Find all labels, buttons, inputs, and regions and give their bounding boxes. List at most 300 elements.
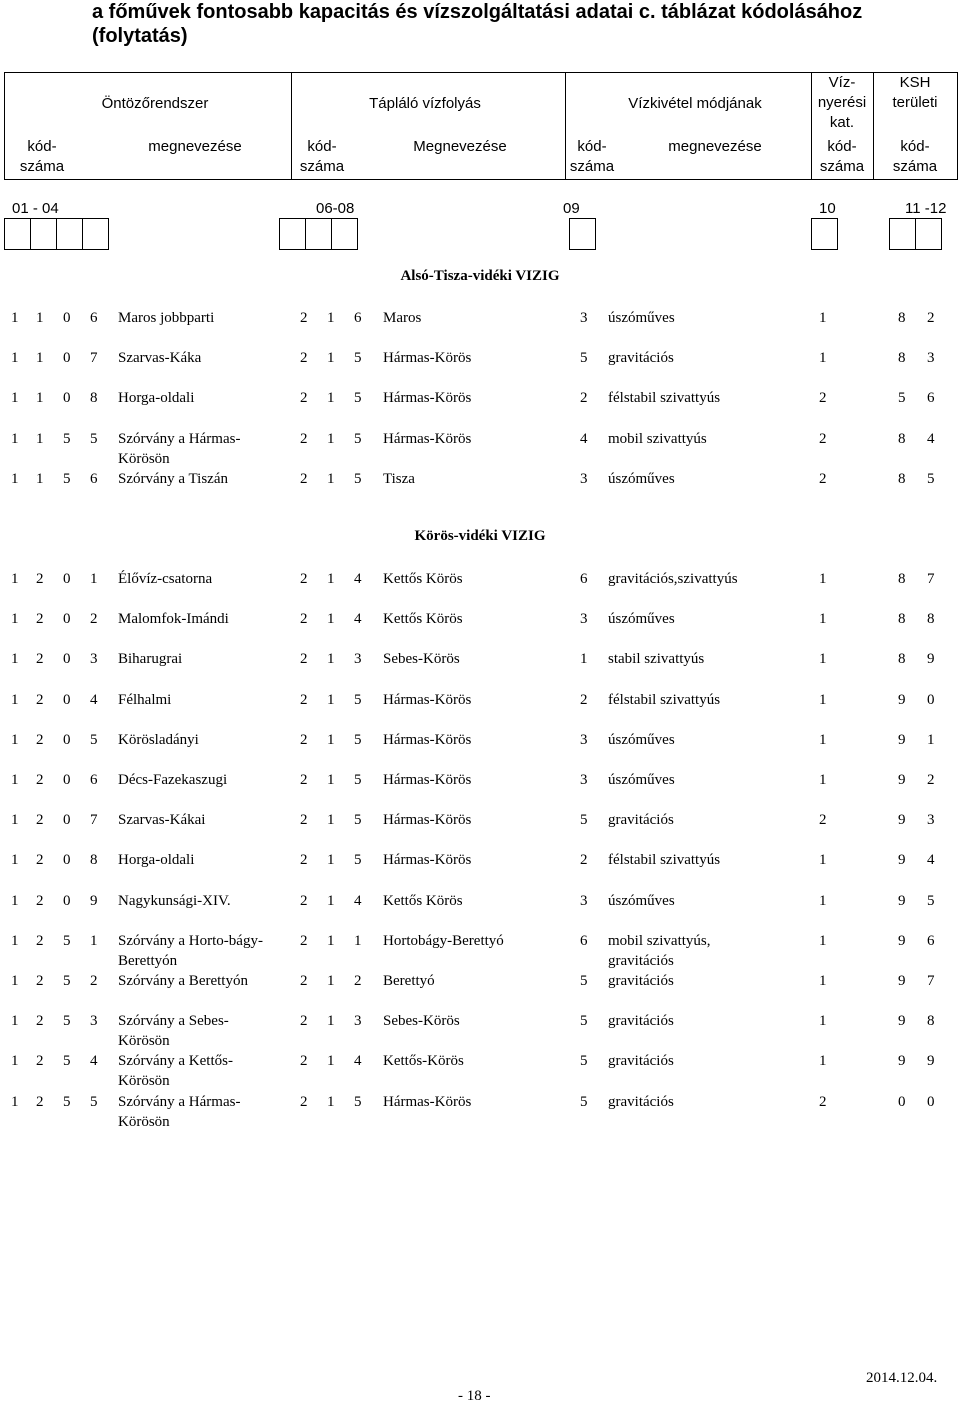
system-code-digit: 3 bbox=[90, 1013, 98, 1030]
intake-mode-code: 3 bbox=[580, 892, 588, 909]
system-code-digit: 1 bbox=[11, 973, 19, 989]
river-code-digit: 1 bbox=[327, 430, 335, 447]
system-code-digit: 1 bbox=[11, 611, 19, 628]
river-code-digit: 4 bbox=[354, 611, 362, 628]
river-code-digit: 1 bbox=[327, 390, 335, 407]
river-code-digit: 2 bbox=[300, 350, 308, 367]
system-code-digit: 1 bbox=[36, 470, 44, 487]
water-category-code: 1 bbox=[819, 691, 827, 708]
river-code-digit: 2 bbox=[300, 310, 308, 326]
system-code-digit: 2 bbox=[36, 571, 44, 587]
position-label: 09 bbox=[563, 200, 580, 217]
system-code-digit: 0 bbox=[63, 651, 71, 668]
system-code-digit: 2 bbox=[90, 973, 98, 989]
intake-mode-code: 2 bbox=[580, 852, 588, 869]
table-row bbox=[0, 810, 960, 850]
intake-mode-code: 3 bbox=[580, 611, 588, 628]
subheader-szama-line: száma bbox=[819, 158, 865, 175]
river-code-digit: 2 bbox=[300, 852, 308, 869]
river-name: Sebes-Körös bbox=[383, 1013, 460, 1030]
system-name: Nagykunsági-XIV. bbox=[118, 892, 231, 909]
ksh-code-digit: 6 bbox=[927, 932, 935, 949]
system-name: Szórvány a Sebes-Körösön bbox=[118, 1013, 229, 1050]
table-row bbox=[0, 850, 960, 890]
river-name: Hármas-Körös bbox=[383, 852, 472, 869]
system-code-digit: 5 bbox=[63, 430, 71, 447]
intake-mode-name: úszóműves bbox=[608, 772, 675, 788]
system-code-digit: 2 bbox=[36, 772, 44, 788]
system-code-digit: 0 bbox=[63, 611, 71, 628]
table-row bbox=[0, 429, 960, 469]
system-name: Szórvány a Tiszán bbox=[118, 470, 228, 487]
code-box[interactable] bbox=[331, 218, 358, 250]
header-vizkivetel-modja: Vízkivétel módjának bbox=[628, 95, 762, 112]
system-code-digit: 1 bbox=[11, 470, 19, 487]
river-code-digit: 5 bbox=[354, 430, 362, 447]
system-code-digit: 5 bbox=[90, 430, 98, 447]
system-code-digit: 5 bbox=[63, 973, 71, 989]
river-code-digit: 3 bbox=[354, 651, 362, 668]
intake-mode-name: félstabil szivattyús bbox=[608, 390, 721, 407]
river-code-digit: 1 bbox=[327, 350, 335, 367]
intake-mode-name: gravitációs bbox=[608, 812, 674, 829]
river-code-digit: 1 bbox=[327, 973, 335, 989]
water-category-code: 1 bbox=[819, 350, 827, 367]
system-name: Szarvas-Káka bbox=[118, 350, 202, 367]
system-code-digit: 7 bbox=[90, 350, 98, 367]
system-code-digit: 0 bbox=[63, 852, 71, 869]
river-code-digit: 5 bbox=[354, 470, 362, 487]
ksh-code-digit: 9 bbox=[898, 1053, 906, 1070]
river-code-digit: 1 bbox=[327, 1013, 335, 1030]
subheader-kod-szama bbox=[875, 137, 955, 177]
subheader-Megnevezese: Megnevezése bbox=[413, 138, 507, 155]
ksh-code-digit: 9 bbox=[898, 731, 906, 748]
river-code-digit: 1 bbox=[327, 731, 335, 748]
ksh-code-digit: 2 bbox=[927, 772, 935, 788]
subheader-kod-line: kód- bbox=[577, 138, 607, 155]
system-code-digit: 1 bbox=[11, 852, 19, 869]
code-box[interactable] bbox=[4, 218, 31, 250]
code-box[interactable] bbox=[82, 218, 109, 250]
table-row bbox=[0, 690, 960, 730]
ksh-code-digit: 5 bbox=[927, 470, 935, 487]
system-code-digit: 2 bbox=[36, 973, 44, 989]
system-name: Horga-oldali bbox=[118, 852, 195, 869]
subheader-szama-line: száma bbox=[19, 158, 65, 175]
system-code-digit: 1 bbox=[11, 892, 19, 909]
position-label: 10 bbox=[819, 200, 836, 217]
system-code-digit: 1 bbox=[90, 571, 98, 587]
system-code-digit: 4 bbox=[90, 1053, 98, 1070]
system-name: Szórvány a Hármas-Körösön bbox=[118, 430, 241, 467]
intake-mode-name: úszóműves bbox=[608, 310, 675, 326]
river-name: Kettős Körös bbox=[383, 892, 463, 909]
water-category-code: 1 bbox=[819, 310, 827, 326]
document-title bbox=[92, 0, 892, 48]
river-code-digit: 2 bbox=[300, 973, 308, 989]
table-row bbox=[0, 971, 960, 1011]
intake-mode-code: 1 bbox=[580, 651, 588, 668]
document-date: 2014.12.04. bbox=[866, 1370, 938, 1386]
system-code-digit: 1 bbox=[11, 1093, 19, 1110]
table-row bbox=[0, 770, 960, 810]
code-boxes-ksh bbox=[889, 218, 941, 248]
table-row bbox=[0, 609, 960, 649]
subheader-kod-line: kód- bbox=[27, 138, 57, 155]
water-category-code: 1 bbox=[819, 1053, 827, 1070]
system-code-digit: 1 bbox=[36, 390, 44, 407]
river-code-digit: 2 bbox=[300, 611, 308, 628]
system-name: Biharugrai bbox=[118, 651, 183, 668]
system-code-digit: 0 bbox=[63, 772, 71, 788]
river-name: Kettős-Körös bbox=[383, 1053, 464, 1070]
river-code-digit: 5 bbox=[354, 691, 362, 708]
header-ksh-line: KSH bbox=[899, 74, 931, 91]
system-code-digit: 3 bbox=[90, 651, 98, 668]
intake-mode-name: stabil szivattyús bbox=[608, 651, 705, 668]
river-name: Hármas-Körös bbox=[383, 390, 472, 407]
intake-mode-name: mobil szivattyús bbox=[608, 430, 707, 447]
river-code-digit: 2 bbox=[300, 390, 308, 407]
intake-mode-name: mobil szivattyús, gravitációs bbox=[608, 932, 711, 969]
system-code-digit: 5 bbox=[63, 1093, 71, 1110]
system-code-digit: 1 bbox=[90, 932, 98, 949]
subheader-kod-szama bbox=[567, 137, 617, 177]
ksh-code-digit: 8 bbox=[898, 651, 906, 668]
system-code-digit: 0 bbox=[63, 691, 71, 708]
river-code-digit: 1 bbox=[327, 470, 335, 487]
table-row bbox=[0, 569, 960, 609]
river-code-digit: 2 bbox=[300, 731, 308, 748]
ksh-code-digit: 8 bbox=[898, 470, 906, 487]
page-number: - 18 - bbox=[458, 1388, 491, 1404]
table-row bbox=[0, 1092, 960, 1132]
system-code-digit: 1 bbox=[36, 310, 44, 326]
system-code-digit: 5 bbox=[63, 470, 71, 487]
system-name: Szórvány a Hármas-Körösön bbox=[118, 1093, 241, 1130]
system-code-digit: 1 bbox=[11, 1053, 19, 1070]
system-code-digit: 1 bbox=[11, 932, 19, 949]
river-code-digit: 4 bbox=[354, 571, 362, 587]
ksh-code-digit: 5 bbox=[927, 892, 935, 909]
system-code-digit: 1 bbox=[11, 772, 19, 788]
intake-mode-name: úszóműves bbox=[608, 892, 675, 909]
water-category-code: 1 bbox=[819, 731, 827, 748]
table-row bbox=[0, 348, 960, 388]
ksh-code-digit: 8 bbox=[927, 1013, 935, 1030]
code-box[interactable] bbox=[915, 218, 942, 250]
river-code-digit: 4 bbox=[354, 892, 362, 909]
code-box[interactable] bbox=[811, 218, 838, 250]
system-code-digit: 8 bbox=[90, 852, 98, 869]
intake-mode-code: 4 bbox=[580, 430, 588, 447]
system-code-digit: 2 bbox=[36, 1053, 44, 1070]
system-code-digit: 2 bbox=[36, 1013, 44, 1030]
system-name: Décs-Fazekaszugi bbox=[118, 772, 228, 788]
system-code-digit: 0 bbox=[63, 731, 71, 748]
river-code-digit: 1 bbox=[327, 852, 335, 869]
code-boxes-vizkivetel bbox=[569, 218, 595, 248]
system-code-digit: 1 bbox=[11, 310, 19, 326]
header-viznyeresi-line: nyerési bbox=[817, 94, 867, 111]
system-code-digit: 1 bbox=[11, 390, 19, 407]
river-code-digit: 1 bbox=[354, 932, 362, 949]
section-title: Körös-vidéki VIZIG bbox=[414, 528, 546, 544]
water-category-code: 1 bbox=[819, 1013, 827, 1030]
code-box[interactable] bbox=[889, 218, 916, 250]
header-divider bbox=[565, 73, 566, 179]
intake-mode-code: 2 bbox=[580, 390, 588, 407]
ksh-code-digit: 9 bbox=[898, 892, 906, 909]
system-code-digit: 6 bbox=[90, 470, 98, 487]
river-code-digit: 3 bbox=[354, 1013, 362, 1030]
ksh-code-digit: 1 bbox=[927, 731, 935, 748]
water-category-code: 1 bbox=[819, 772, 827, 788]
code-box[interactable] bbox=[305, 218, 332, 250]
intake-mode-code: 3 bbox=[580, 731, 588, 748]
subheader-kod-line: kód- bbox=[307, 138, 337, 155]
system-name: Élővíz-csatorna bbox=[118, 571, 213, 587]
ksh-code-digit: 4 bbox=[927, 852, 935, 869]
table-row bbox=[0, 469, 960, 509]
river-name: Hármas-Körös bbox=[383, 691, 472, 708]
system-code-digit: 0 bbox=[63, 812, 71, 829]
ksh-code-digit: 8 bbox=[898, 611, 906, 628]
river-name: Hármas-Körös bbox=[383, 1093, 472, 1110]
river-name: Kettős Körös bbox=[383, 571, 463, 587]
subheader-kod-szama bbox=[297, 137, 347, 177]
system-code-digit: 5 bbox=[63, 1013, 71, 1030]
river-code-digit: 2 bbox=[300, 571, 308, 587]
intake-mode-code: 3 bbox=[580, 310, 588, 326]
intake-mode-name: félstabil szivattyús bbox=[608, 691, 721, 708]
ksh-code-digit: 8 bbox=[898, 310, 906, 326]
river-code-digit: 2 bbox=[300, 430, 308, 447]
system-code-digit: 5 bbox=[63, 1053, 71, 1070]
ksh-code-digit: 6 bbox=[927, 390, 935, 407]
system-name: Körösladányi bbox=[118, 731, 199, 748]
river-code-digit: 2 bbox=[300, 932, 308, 949]
ksh-code-digit: 9 bbox=[927, 1053, 935, 1070]
intake-mode-name: gravitációs bbox=[608, 973, 674, 989]
table-row bbox=[0, 649, 960, 689]
river-code-digit: 2 bbox=[300, 691, 308, 708]
system-code-digit: 1 bbox=[11, 1013, 19, 1030]
river-code-digit: 5 bbox=[354, 731, 362, 748]
intake-mode-name: gravitációs bbox=[608, 1093, 674, 1110]
intake-mode-name: úszóműves bbox=[608, 731, 675, 748]
system-code-digit: 2 bbox=[36, 932, 44, 949]
subheader-szama-line: száma bbox=[299, 158, 345, 175]
river-code-digit: 5 bbox=[354, 1093, 362, 1110]
ksh-code-digit: 9 bbox=[898, 852, 906, 869]
river-code-digit: 1 bbox=[327, 651, 335, 668]
system-code-digit: 5 bbox=[90, 731, 98, 748]
intake-mode-code: 5 bbox=[580, 812, 588, 829]
system-code-digit: 6 bbox=[90, 772, 98, 788]
river-code-digit: 2 bbox=[300, 812, 308, 829]
code-box[interactable] bbox=[279, 218, 306, 250]
header-viznyeresi-kat bbox=[811, 73, 873, 133]
ksh-code-digit: 8 bbox=[898, 350, 906, 367]
river-name: Maros bbox=[383, 310, 422, 326]
water-category-code: 1 bbox=[819, 892, 827, 909]
river-code-digit: 2 bbox=[300, 651, 308, 668]
header-viznyeresi-line: kat. bbox=[829, 114, 855, 131]
system-code-digit: 2 bbox=[36, 892, 44, 909]
system-name: Szórvány a Kettős-Körösön bbox=[118, 1053, 233, 1090]
river-code-digit: 1 bbox=[327, 611, 335, 628]
river-code-digit: 5 bbox=[354, 772, 362, 788]
system-code-digit: 5 bbox=[90, 1093, 98, 1110]
river-name: Hármas-Körös bbox=[383, 772, 472, 788]
section-title: Alsó-Tisza-vidéki VIZIG bbox=[400, 268, 560, 284]
river-code-digit: 1 bbox=[327, 571, 335, 587]
water-category-code: 1 bbox=[819, 852, 827, 869]
river-code-digit: 1 bbox=[327, 1053, 335, 1070]
ksh-code-digit: 9 bbox=[898, 973, 906, 989]
intake-mode-code: 6 bbox=[580, 571, 588, 587]
intake-mode-name: gravitációs bbox=[608, 1053, 674, 1070]
system-name: Szórvány a Berettyón bbox=[118, 973, 248, 989]
system-name: Maros jobbparti bbox=[118, 310, 215, 326]
intake-mode-code: 2 bbox=[580, 691, 588, 708]
system-code-digit: 0 bbox=[63, 350, 71, 367]
system-code-digit: 1 bbox=[36, 430, 44, 447]
code-boxes-taplalo bbox=[279, 218, 357, 248]
system-code-digit: 1 bbox=[11, 571, 19, 587]
system-code-digit: 0 bbox=[63, 390, 71, 407]
table-row bbox=[0, 1011, 960, 1051]
system-code-digit: 0 bbox=[63, 892, 71, 909]
table-row bbox=[0, 1051, 960, 1091]
water-category-code: 2 bbox=[819, 470, 827, 487]
system-code-digit: 1 bbox=[36, 350, 44, 367]
water-category-code: 1 bbox=[819, 571, 827, 587]
water-category-code: 2 bbox=[819, 430, 827, 447]
river-code-digit: 2 bbox=[300, 1053, 308, 1070]
river-name: Hármas-Körös bbox=[383, 430, 472, 447]
river-code-digit: 1 bbox=[327, 812, 335, 829]
ksh-code-digit: 8 bbox=[927, 611, 935, 628]
header-taplalo-vizfolyas: Tápláló vízfolyás bbox=[369, 95, 481, 112]
intake-mode-code: 5 bbox=[580, 973, 588, 989]
water-category-code: 1 bbox=[819, 611, 827, 628]
river-code-digit: 2 bbox=[300, 892, 308, 909]
river-name: Kettős Körös bbox=[383, 611, 463, 628]
intake-mode-code: 3 bbox=[580, 470, 588, 487]
water-category-code: 2 bbox=[819, 390, 827, 407]
intake-mode-name: félstabil szivattyús bbox=[608, 852, 721, 869]
river-name: Hármas-Körös bbox=[383, 350, 472, 367]
system-code-digit: 1 bbox=[11, 430, 19, 447]
system-code-digit: 2 bbox=[90, 611, 98, 628]
system-code-digit: 1 bbox=[11, 651, 19, 668]
subheader-kod-line: kód- bbox=[827, 138, 857, 155]
river-name: Hármas-Körös bbox=[383, 812, 472, 829]
position-label: 06-08 bbox=[316, 200, 355, 217]
river-name: Berettyó bbox=[383, 973, 435, 989]
intake-mode-code: 5 bbox=[580, 350, 588, 367]
system-code-digit: 2 bbox=[36, 852, 44, 869]
water-category-code: 1 bbox=[819, 932, 827, 949]
title-line-2: (folytatás) bbox=[92, 25, 188, 47]
system-code-digit: 6 bbox=[90, 310, 98, 326]
system-name: Malomfok-Imándi bbox=[118, 611, 229, 628]
ksh-code-digit: 8 bbox=[898, 430, 906, 447]
table-row bbox=[0, 931, 960, 971]
title-line-1: a főművek fontosabb kapacitás és vízszolgáltatási adatai c. táblázat kódolásához bbox=[92, 1, 863, 23]
water-category-code: 2 bbox=[819, 812, 827, 829]
subheader-kod-line: kód- bbox=[900, 138, 930, 155]
river-code-digit: 1 bbox=[327, 772, 335, 788]
intake-mode-name: úszóműves bbox=[608, 611, 675, 628]
code-box[interactable] bbox=[56, 218, 83, 250]
system-code-digit: 9 bbox=[90, 892, 98, 909]
river-code-digit: 1 bbox=[327, 1093, 335, 1110]
intake-mode-name: gravitációs,szivattyús bbox=[608, 571, 738, 587]
ksh-code-digit: 0 bbox=[927, 1093, 935, 1110]
intake-mode-name: gravitációs bbox=[608, 350, 674, 367]
river-name: Tisza bbox=[383, 470, 415, 487]
intake-mode-code: 5 bbox=[580, 1053, 588, 1070]
subheader-megnevezese: megnevezése bbox=[668, 138, 762, 155]
ksh-code-digit: 9 bbox=[898, 691, 906, 708]
subheader-szama-line: száma bbox=[569, 158, 615, 175]
intake-mode-code: 6 bbox=[580, 932, 588, 949]
system-name: Félhalmi bbox=[118, 691, 172, 708]
system-code-digit: 5 bbox=[63, 932, 71, 949]
river-code-digit: 1 bbox=[327, 932, 335, 949]
system-code-digit: 2 bbox=[36, 611, 44, 628]
river-code-digit: 2 bbox=[300, 470, 308, 487]
ksh-code-digit: 7 bbox=[927, 571, 935, 587]
intake-mode-code: 3 bbox=[580, 772, 588, 788]
river-code-digit: 4 bbox=[354, 1053, 362, 1070]
header-viznyeresi-line: Víz- bbox=[828, 74, 856, 91]
intake-mode-name: gravitációs bbox=[608, 1013, 674, 1030]
system-code-digit: 4 bbox=[90, 691, 98, 708]
ksh-code-digit: 4 bbox=[927, 430, 935, 447]
ksh-code-digit: 8 bbox=[898, 571, 906, 587]
system-code-digit: 2 bbox=[36, 691, 44, 708]
river-code-digit: 5 bbox=[354, 390, 362, 407]
subheader-kod-szama bbox=[813, 137, 871, 177]
code-box[interactable] bbox=[569, 218, 596, 250]
ksh-code-digit: 2 bbox=[927, 310, 935, 326]
code-box[interactable] bbox=[30, 218, 57, 250]
river-code-digit: 2 bbox=[300, 772, 308, 788]
river-code-digit: 6 bbox=[354, 310, 362, 326]
header-ksh-teruleti bbox=[873, 73, 957, 113]
system-name: Horga-oldali bbox=[118, 390, 195, 407]
river-code-digit: 1 bbox=[327, 691, 335, 708]
ksh-code-digit: 9 bbox=[898, 772, 906, 788]
river-code-digit: 2 bbox=[354, 973, 362, 989]
system-code-digit: 1 bbox=[11, 691, 19, 708]
river-code-digit: 5 bbox=[354, 350, 362, 367]
river-code-digit: 2 bbox=[300, 1013, 308, 1030]
river-code-digit: 5 bbox=[354, 852, 362, 869]
system-code-digit: 7 bbox=[90, 812, 98, 829]
system-code-digit: 0 bbox=[63, 571, 71, 587]
system-name: Szarvas-Kákai bbox=[118, 812, 206, 829]
intake-mode-code: 5 bbox=[580, 1013, 588, 1030]
table-row bbox=[0, 730, 960, 770]
header-divider bbox=[291, 73, 292, 179]
river-name: Hortobágy-Berettyó bbox=[383, 932, 504, 949]
